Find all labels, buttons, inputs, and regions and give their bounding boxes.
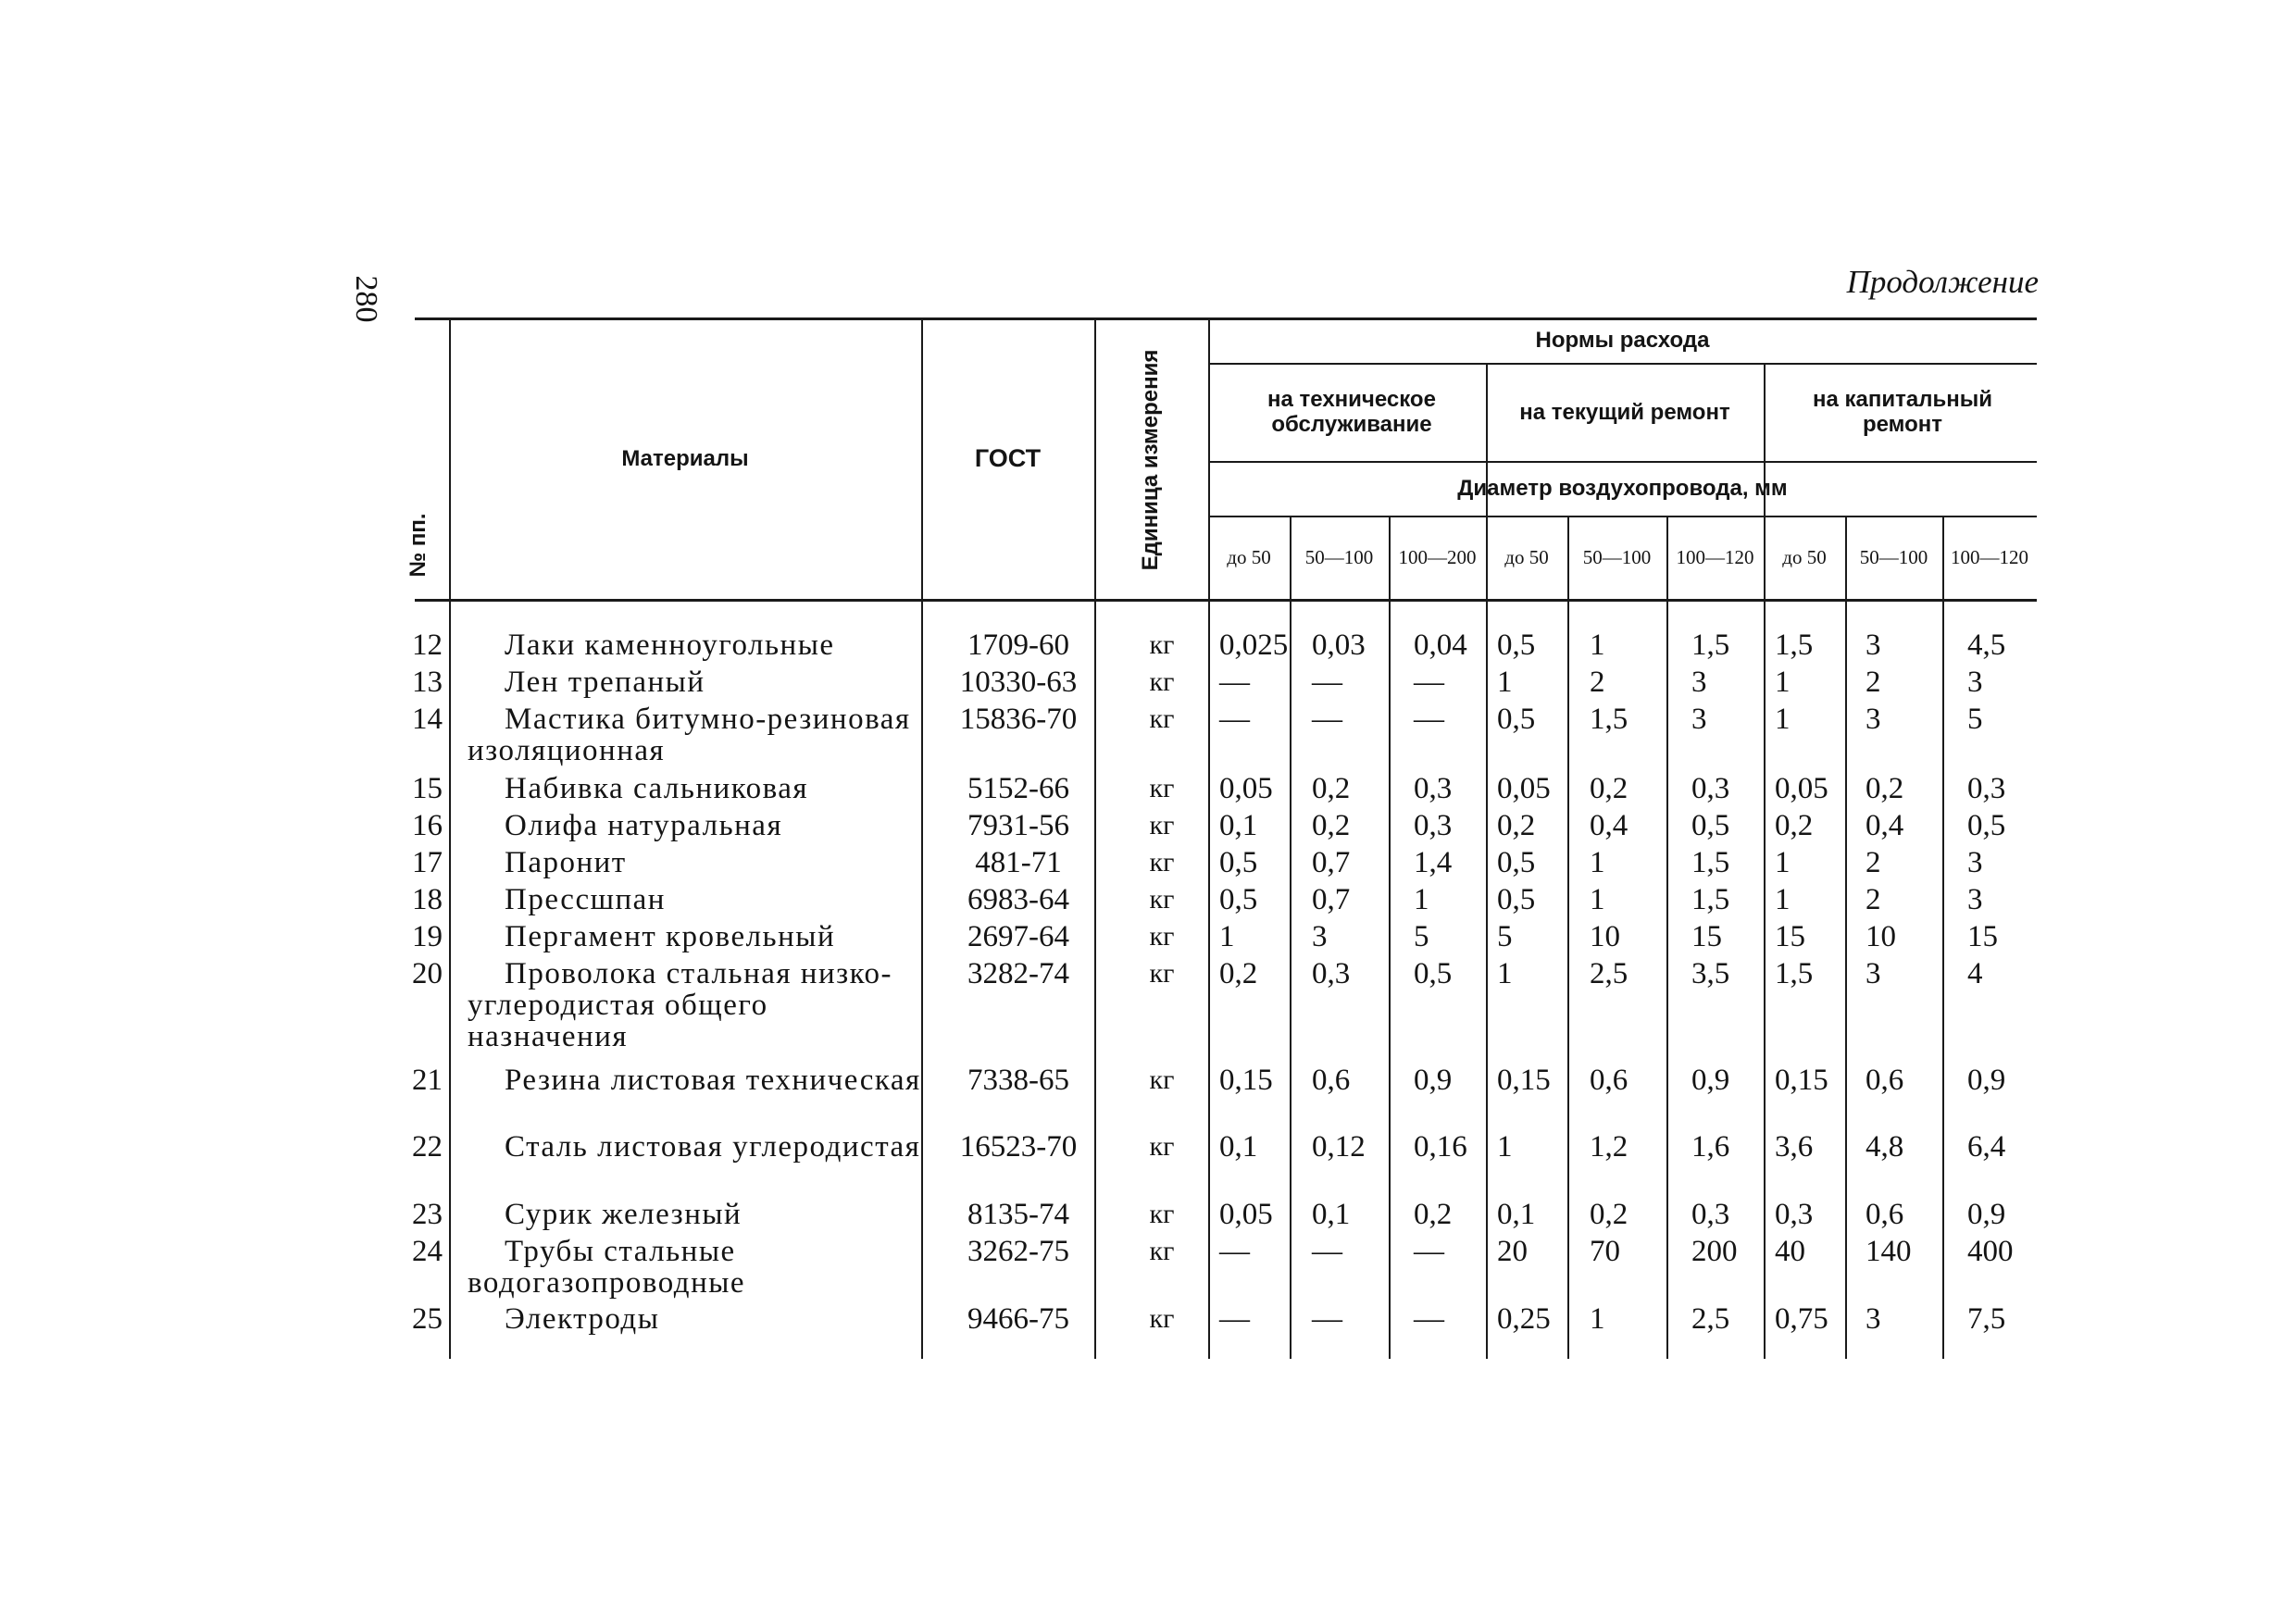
norm-capital-100-120: 6,4 <box>1967 1130 2006 1164</box>
material-name: Лаки каменноугольные <box>505 629 835 662</box>
row-number: 16 <box>412 809 443 842</box>
unit-value: кг <box>1149 666 1175 697</box>
material-name: Электроды <box>505 1302 660 1336</box>
norm-current-upto50: 0,5 <box>1497 846 1536 879</box>
col-rule-sub-2 <box>1389 516 1391 1359</box>
norm-capital-50-100: 140 <box>1866 1235 1912 1268</box>
gost-code: 3262-75 <box>967 1235 1069 1268</box>
norm-maintenance-upto50: 0,05 <box>1219 772 1273 805</box>
norm-capital-100-120: 0,3 <box>1967 772 2006 805</box>
norm-maintenance-100-200: — <box>1414 666 1444 699</box>
unit-value: кг <box>1149 847 1175 877</box>
material-name: Мастика битумно-резиновая изоляционная <box>468 703 911 767</box>
norm-capital-100-120: 15 <box>1967 920 1998 953</box>
norm-maintenance-upto50: — <box>1219 1302 1250 1336</box>
row-number: 14 <box>412 703 443 736</box>
norm-capital-100-120: 0,5 <box>1967 809 2006 842</box>
header-group-current-repair: на текущий ремонт <box>1519 399 1730 425</box>
norm-maintenance-upto50: 0,15 <box>1219 1064 1273 1097</box>
unit-value: кг <box>1149 958 1175 989</box>
material-name: Лен трепаный <box>505 666 705 699</box>
norm-maintenance-100-200: 1,4 <box>1414 846 1453 879</box>
norm-maintenance-upto50: 1 <box>1219 920 1235 953</box>
norm-current-upto50: 0,05 <box>1497 772 1551 805</box>
norm-current-100-120: 1,5 <box>1691 629 1730 662</box>
norm-capital-50-100: 4,8 <box>1866 1130 1904 1164</box>
norm-maintenance-upto50: 0,1 <box>1219 809 1258 842</box>
unit-value: кг <box>1149 884 1175 915</box>
norm-current-100-120: 0,5 <box>1691 809 1730 842</box>
material-name: Олифа натуральная <box>505 809 783 842</box>
norm-capital-50-100: 3 <box>1866 957 1881 990</box>
unit-value: кг <box>1149 773 1175 803</box>
norm-current-50-100: 1 <box>1590 883 1605 916</box>
norm-capital-upto50: 1 <box>1775 666 1791 699</box>
material-name: Трубы стальные водогазопроводные <box>468 1235 746 1300</box>
norm-maintenance-100-200: — <box>1414 1235 1444 1268</box>
norm-maintenance-upto50: 0,025 <box>1219 629 1289 662</box>
norm-maintenance-100-200: 0,5 <box>1414 957 1453 990</box>
material-name: Набивка сальниковая <box>505 772 809 805</box>
row-number: 23 <box>412 1198 443 1231</box>
norm-capital-upto50: 0,15 <box>1775 1064 1828 1097</box>
norm-current-50-100: 70 <box>1590 1235 1620 1268</box>
norm-maintenance-50-100: — <box>1312 1235 1342 1268</box>
norm-maintenance-upto50: — <box>1219 703 1250 736</box>
gost-code: 10330-63 <box>959 666 1078 699</box>
norm-current-100-120: 2,5 <box>1691 1302 1730 1336</box>
unit-value: кг <box>1149 1131 1175 1162</box>
gost-code: 2697-64 <box>967 920 1069 953</box>
norm-current-100-120: 1,5 <box>1691 883 1730 916</box>
row-number: 17 <box>412 846 443 879</box>
norm-capital-50-100: 0,6 <box>1866 1198 1904 1231</box>
norm-maintenance-50-100: — <box>1312 666 1342 699</box>
gost-code: 3282-74 <box>967 957 1069 990</box>
norm-current-upto50: 20 <box>1497 1235 1528 1268</box>
norm-capital-100-120: 7,5 <box>1967 1302 2006 1336</box>
header-bottom-rule <box>415 599 2037 602</box>
unit-value: кг <box>1149 1236 1175 1266</box>
norm-maintenance-50-100: 0,6 <box>1312 1064 1351 1097</box>
col-rule-sub-1 <box>1290 516 1292 1359</box>
header-group-capital-repair: на капитальный ремонт <box>1813 387 1992 437</box>
row-number: 12 <box>412 629 443 662</box>
unit-value: кг <box>1149 921 1175 952</box>
norm-maintenance-100-200: 0,16 <box>1414 1130 1467 1164</box>
norm-maintenance-50-100: 0,7 <box>1312 846 1351 879</box>
col-rule-sub-7 <box>1845 516 1847 1359</box>
norm-current-100-120: 15 <box>1691 920 1722 953</box>
continuation-caption: Продолжение <box>1846 264 2039 300</box>
norm-current-50-100: 2 <box>1590 666 1605 699</box>
norm-capital-upto50: 3,6 <box>1775 1130 1814 1164</box>
row-number: 20 <box>412 957 443 990</box>
norm-current-50-100: 0,6 <box>1590 1064 1628 1097</box>
material-name: Прессшпан <box>505 883 666 916</box>
norm-current-upto50: 5 <box>1497 920 1513 953</box>
header-unit: Единица измерения <box>1138 349 1163 571</box>
norm-capital-50-100: 10 <box>1866 920 1896 953</box>
norm-capital-upto50: 1 <box>1775 703 1791 736</box>
norm-maintenance-50-100: — <box>1312 703 1342 736</box>
header-diameter: Диаметр воздухопровода, мм <box>1457 476 1788 501</box>
norm-capital-upto50: 15 <box>1775 920 1805 953</box>
gost-code: 1709-60 <box>967 629 1069 662</box>
norm-capital-50-100: 3 <box>1866 1302 1881 1336</box>
norm-capital-100-120: 4,5 <box>1967 629 2006 662</box>
gost-code: 6983-64 <box>967 883 1069 916</box>
col-rule-sub-5 <box>1666 516 1668 1359</box>
norm-current-100-120: 3 <box>1691 666 1707 699</box>
norm-current-50-100: 2,5 <box>1590 957 1628 990</box>
norm-capital-100-120: 0,9 <box>1967 1064 2006 1097</box>
norm-current-50-100: 1,2 <box>1590 1130 1628 1164</box>
unit-value: кг <box>1149 1303 1175 1334</box>
gost-code: 8135-74 <box>967 1198 1069 1231</box>
row-number: 13 <box>412 666 443 699</box>
header-sub-7: до 50 <box>1782 545 1827 568</box>
norm-capital-50-100: 3 <box>1866 629 1881 662</box>
norm-maintenance-50-100: — <box>1312 1302 1342 1336</box>
norm-capital-upto50: 40 <box>1775 1235 1805 1268</box>
header-sub-4: до 50 <box>1504 545 1549 568</box>
row-number: 15 <box>412 772 443 805</box>
norm-capital-upto50: 1,5 <box>1775 629 1814 662</box>
col-rule-sub-4 <box>1567 516 1569 1359</box>
norm-maintenance-100-200: — <box>1414 1302 1444 1336</box>
norm-maintenance-100-200: 0,3 <box>1414 809 1453 842</box>
row-number: 18 <box>412 883 443 916</box>
norm-current-50-100: 1 <box>1590 846 1605 879</box>
norm-maintenance-50-100: 3 <box>1312 920 1328 953</box>
norm-capital-upto50: 1 <box>1775 846 1791 879</box>
norm-current-100-120: 0,3 <box>1691 772 1730 805</box>
header-sub-9: 100—120 <box>1951 545 2028 568</box>
row-number: 19 <box>412 920 443 953</box>
header-sub-6: 100—120 <box>1676 545 1754 568</box>
gost-code: 9466-75 <box>967 1302 1069 1336</box>
unit-value: кг <box>1149 703 1175 734</box>
header-sub-5: 50—100 <box>1582 545 1652 568</box>
norm-maintenance-upto50: 0,5 <box>1219 846 1258 879</box>
norm-maintenance-50-100: 0,2 <box>1312 772 1351 805</box>
norm-maintenance-100-200: 0,9 <box>1414 1064 1453 1097</box>
gost-code: 7338-65 <box>967 1064 1069 1097</box>
norm-current-upto50: 0,5 <box>1497 629 1536 662</box>
unit-value: кг <box>1149 629 1175 660</box>
norm-maintenance-100-200: 1 <box>1414 883 1429 916</box>
header-sub-1: до 50 <box>1227 545 1271 568</box>
page-number: 280 <box>349 275 383 323</box>
gost-code: 15836-70 <box>959 703 1078 736</box>
unit-value: кг <box>1149 810 1175 840</box>
norm-capital-50-100: 3 <box>1866 703 1881 736</box>
norm-maintenance-50-100: 0,12 <box>1312 1130 1366 1164</box>
material-name: Паронит <box>505 846 627 879</box>
norm-current-upto50: 1 <box>1497 1130 1513 1164</box>
norm-maintenance-50-100: 0,3 <box>1312 957 1351 990</box>
material-name: Проволока стальная низко-углеродистая общего назначения <box>468 957 893 1053</box>
norm-maintenance-upto50: 0,2 <box>1219 957 1258 990</box>
header-gost: ГОСТ <box>974 443 1042 472</box>
norm-current-upto50: 0,15 <box>1497 1064 1551 1097</box>
material-name: Сурик железный <box>505 1198 742 1231</box>
norm-capital-100-120: 3 <box>1967 846 1983 879</box>
norm-current-50-100: 0,2 <box>1590 772 1628 805</box>
norm-capital-50-100: 2 <box>1866 846 1881 879</box>
norm-maintenance-50-100: 0,03 <box>1312 629 1366 662</box>
norm-current-50-100: 1 <box>1590 1302 1605 1336</box>
norm-current-50-100: 10 <box>1590 920 1620 953</box>
norm-maintenance-100-200: 0,3 <box>1414 772 1453 805</box>
norm-maintenance-upto50: 0,1 <box>1219 1130 1258 1164</box>
norm-current-100-120: 200 <box>1691 1235 1738 1268</box>
norm-current-50-100: 0,4 <box>1590 809 1628 842</box>
norm-capital-100-120: 3 <box>1967 666 1983 699</box>
norm-capital-upto50: 0,3 <box>1775 1198 1814 1231</box>
material-name: Пергамент кровельный <box>505 920 836 953</box>
norm-maintenance-upto50: 0,5 <box>1219 883 1258 916</box>
unit-value: кг <box>1149 1064 1175 1095</box>
col-rule-sub-8 <box>1942 516 1944 1359</box>
norm-capital-50-100: 2 <box>1866 666 1881 699</box>
norm-current-100-120: 0,3 <box>1691 1198 1730 1231</box>
norm-capital-50-100: 0,4 <box>1866 809 1904 842</box>
header-group-maintenance: на техническое обслуживание <box>1267 387 1436 437</box>
norm-maintenance-100-200: 0,04 <box>1414 629 1467 662</box>
norm-current-upto50: 0,25 <box>1497 1302 1551 1336</box>
norm-current-50-100: 1,5 <box>1590 703 1628 736</box>
norm-current-upto50: 0,5 <box>1497 703 1536 736</box>
norm-capital-100-120: 5 <box>1967 703 1983 736</box>
norm-capital-upto50: 0,75 <box>1775 1302 1828 1336</box>
row-number: 22 <box>412 1130 443 1164</box>
norm-current-upto50: 0,5 <box>1497 883 1536 916</box>
norm-capital-upto50: 0,05 <box>1775 772 1828 805</box>
norm-current-100-120: 3 <box>1691 703 1707 736</box>
norm-current-100-120: 1,6 <box>1691 1130 1730 1164</box>
norm-current-100-120: 1,5 <box>1691 846 1730 879</box>
norm-maintenance-upto50: 0,05 <box>1219 1198 1273 1231</box>
norm-capital-50-100: 2 <box>1866 883 1881 916</box>
norm-capital-50-100: 0,6 <box>1866 1064 1904 1097</box>
norm-current-upto50: 0,1 <box>1497 1198 1536 1231</box>
norm-capital-100-120: 0,9 <box>1967 1198 2006 1231</box>
gost-code: 5152-66 <box>967 772 1069 805</box>
header-sub-8: 50—100 <box>1859 545 1928 568</box>
norm-capital-50-100: 0,2 <box>1866 772 1904 805</box>
norm-capital-100-120: 400 <box>1967 1235 2014 1268</box>
norm-capital-upto50: 1 <box>1775 883 1791 916</box>
material-name: Сталь листовая углеродистая <box>505 1130 921 1164</box>
norm-maintenance-upto50: — <box>1219 666 1250 699</box>
norm-capital-upto50: 1,5 <box>1775 957 1814 990</box>
row-number: 24 <box>412 1235 443 1268</box>
row-number: 25 <box>412 1302 443 1336</box>
header-sub-3: 100—200 <box>1398 545 1477 568</box>
norm-maintenance-100-200: — <box>1414 703 1444 736</box>
norm-capital-100-120: 3 <box>1967 883 1983 916</box>
gost-code: 481-71 <box>975 846 1062 879</box>
norm-maintenance-upto50: — <box>1219 1235 1250 1268</box>
norm-current-50-100: 0,2 <box>1590 1198 1628 1231</box>
header-norms: Нормы расхода <box>1535 328 1710 353</box>
norm-maintenance-50-100: 0,2 <box>1312 809 1351 842</box>
norm-capital-upto50: 0,2 <box>1775 809 1814 842</box>
gost-code: 16523-70 <box>959 1130 1078 1164</box>
norm-maintenance-50-100: 0,7 <box>1312 883 1351 916</box>
norm-current-100-120: 3,5 <box>1691 957 1730 990</box>
norm-current-upto50: 1 <box>1497 957 1513 990</box>
norm-current-upto50: 0,2 <box>1497 809 1536 842</box>
header-num: № пп. <box>406 513 430 578</box>
header-materials: Материалы <box>621 445 749 471</box>
norm-current-50-100: 1 <box>1590 629 1605 662</box>
header-sub-2: 50—100 <box>1304 545 1374 568</box>
norm-current-100-120: 0,9 <box>1691 1064 1730 1097</box>
material-name: Резина листовая техническая <box>505 1064 921 1097</box>
row-number: 21 <box>412 1064 443 1097</box>
gost-code: 7931-56 <box>967 809 1069 842</box>
norm-maintenance-100-200: 5 <box>1414 920 1429 953</box>
norm-current-upto50: 1 <box>1497 666 1513 699</box>
norm-maintenance-100-200: 0,2 <box>1414 1198 1453 1231</box>
norm-maintenance-50-100: 0,1 <box>1312 1198 1351 1231</box>
unit-value: кг <box>1149 1199 1175 1229</box>
norm-capital-100-120: 4 <box>1967 957 1983 990</box>
